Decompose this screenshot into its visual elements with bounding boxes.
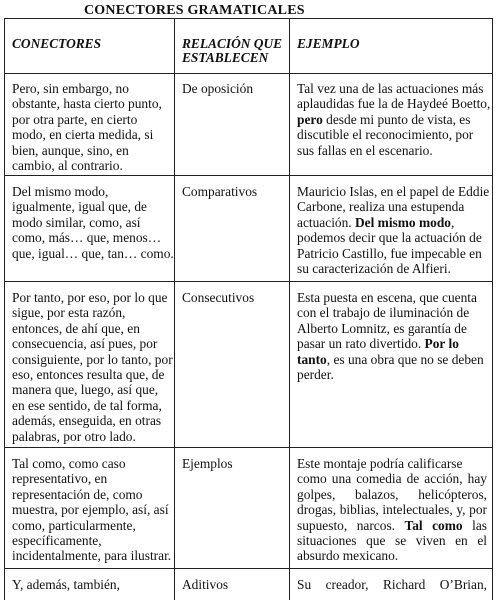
relation-cell: Ejemplos bbox=[182, 456, 233, 471]
table-border-header-bottom bbox=[4, 73, 492, 74]
example-cell: Su creador, Richard O’Brian, bbox=[297, 577, 487, 592]
page-title: CONECTORES GRAMATICALES bbox=[84, 3, 305, 18]
example-cell: Mauricio Islas, en el papel de Eddie Carbone, realiza una estupenda actuación. Del mismo modo, podemos decir que la actuación de Patricio Castillo, fue impecable en su caracterización de Alfieri. bbox=[297, 184, 490, 277]
example-cell: Esta puesta en escena, que cuenta con el trabajo de iluminación de Alberto Lomnitz, es garantía de pasar un rato divertido. Por lo tanto, es una obra que no se deben perder. bbox=[297, 290, 484, 383]
relation-cell: Consecutivos bbox=[182, 290, 255, 305]
connectors-cell: Tal como, como caso representativo, en representación de, como muestra, por ejemplo, así, así como, particularmente, específicamente, incidentalmente, para ilustrar. bbox=[12, 456, 172, 564]
connectors-cell: Del mismo modo, igualmente, igual que, de modo similar, como, así como, más… que, menos… que, igual… que, tan… como. bbox=[12, 184, 174, 261]
column-header-relation: RELACIÓN QUE ESTABLECEN bbox=[182, 36, 283, 65]
example-cell: Este montaje podría calificarse como una comedia de acción, hay golpes, balazos, helicópteros, drogas, biblias, intelectuales, y, por supuesto, narcos. Tal como las situaciones que se viven en el absurdo mexicano. bbox=[297, 456, 487, 564]
table-border-row3 bbox=[4, 447, 492, 448]
column-header-example: EJEMPLO bbox=[297, 36, 360, 51]
table-border-left bbox=[4, 18, 5, 600]
table-border-top bbox=[4, 18, 492, 19]
table-border-row1 bbox=[4, 175, 492, 176]
table-border-row2 bbox=[4, 281, 492, 282]
example-cell: Tal vez una de las actuaciones más aplaudidas fue la de Haydeé Boetto, pero desde mi punto de vista, es discutible el reconocimiento, por sus fallas en el escenario. bbox=[297, 81, 491, 158]
connectors-cell: Pero, sin embargo, no obstante, hasta cierto punto, por otra parte, en cierto modo, en cierta medida, si bien, aunque, sino, en cambio, al contrario. bbox=[12, 81, 162, 174]
column-header-connectors: CONECTORES bbox=[12, 36, 102, 51]
relation-cell: Aditivos bbox=[182, 577, 229, 592]
relation-cell: Comparativos bbox=[182, 184, 258, 199]
table-border-right bbox=[492, 18, 493, 600]
connectors-cell: Por tanto, por eso, por lo que sigue, por esta razón, entonces, de ahí que, en consecuencia, así pues, por consiguiente, por lo tanto, por eso, entonces resulta que, de manera que, luego, así que, en ese sentido, de tal forma, además, enseguida, en otras palabras, por otro lado. bbox=[12, 290, 173, 444]
connectors-cell: Y, además, también, bbox=[12, 577, 120, 592]
table-border-row4 bbox=[4, 568, 492, 569]
table-border-col1 bbox=[174, 18, 175, 600]
relation-cell: De oposición bbox=[182, 81, 254, 96]
table-border-col2 bbox=[289, 18, 290, 600]
